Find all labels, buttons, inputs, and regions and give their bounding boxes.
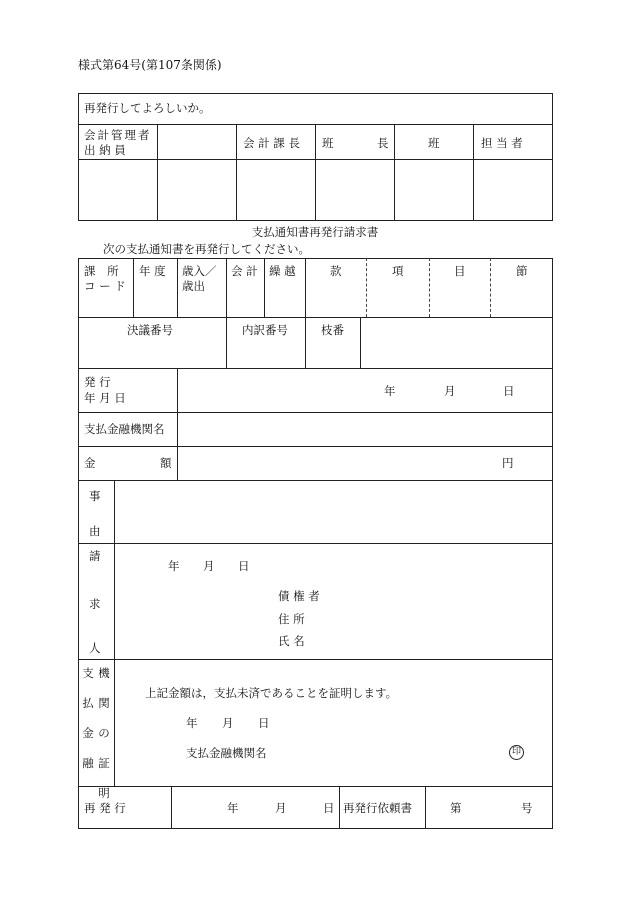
reissue-month-unit: 月 — [275, 801, 287, 815]
breakdown-number-label: 内訳番号 — [242, 323, 288, 337]
resolution-number-label: 決議番号 — [127, 323, 173, 337]
setsu-label: 節 — [516, 264, 528, 278]
approval-stamp-section-chief[interactable] — [237, 160, 314, 220]
moku-label: 目 — [454, 264, 466, 278]
section-chief-label: 会 計 課 長 — [243, 136, 300, 150]
approval-stamp-group[interactable] — [395, 160, 472, 220]
group-label: 班 — [428, 136, 440, 150]
issue-date-label: 発 行 — [84, 375, 111, 389]
name-label: 氏 名 — [278, 634, 305, 648]
issue-day-unit: 日 — [503, 384, 515, 398]
form-title: 支払通知書再発行請求書 — [251, 225, 379, 239]
bank-label: 支払金融機関名 — [84, 422, 165, 436]
office-code-label: 課 所 — [84, 264, 123, 278]
staff-label: 担 当 者 — [481, 136, 523, 150]
certification-label-col1: 支 払 金 融 — [82, 666, 94, 770]
approval-question: 再発行してよろしいか。 — [84, 101, 211, 115]
claim-day-unit: 日 — [238, 559, 250, 573]
amount-unit: 円 — [502, 456, 514, 470]
amount-label-left: 金 — [84, 456, 96, 470]
reason-label-2: 由 — [89, 524, 101, 538]
claimant-label-2: 求 — [89, 597, 101, 611]
issue-year-unit: 年 — [384, 384, 396, 398]
reissue-year-unit: 年 — [227, 801, 239, 815]
reissue-label: 再 発 行 — [84, 801, 126, 815]
claimant-label-3: 人 — [89, 641, 101, 655]
group-chief-label-right: 長 — [377, 136, 389, 150]
reissue-request-label: 再発行依頼書 — [343, 801, 412, 815]
kou-label: 項 — [392, 264, 404, 278]
cert-bank-name-label: 支払金融機関名 — [186, 746, 267, 760]
reissue-day-unit: 日 — [323, 801, 335, 815]
reason-field[interactable] — [115, 481, 552, 542]
creditor-label: 債 権 者 — [278, 589, 320, 603]
carryover-label: 繰 越 — [269, 264, 296, 278]
seal-icon: 印 — [509, 745, 524, 760]
office-code-label-2: コ ー ド — [84, 279, 126, 293]
cashier-label: 出 納 員 — [84, 143, 126, 157]
amount-label-right: 額 — [160, 456, 172, 470]
issue-month-unit: 月 — [444, 384, 456, 398]
revenue-expense-label: 歳入／ — [182, 264, 217, 278]
claim-month-unit: 月 — [203, 559, 215, 573]
certification-label-col2: 機 関 の 証 明 — [98, 666, 110, 800]
group-chief-label-left: 班 — [322, 136, 334, 150]
kan-label: 款 — [330, 264, 342, 278]
branch-number-label: 枝番 — [321, 323, 344, 337]
address-label: 住 所 — [278, 612, 305, 626]
bank-field[interactable] — [178, 413, 552, 445]
approval-stamp-accountant[interactable] — [79, 160, 156, 220]
form-number: 様式第64号(第107条関係) — [78, 58, 222, 72]
cert-year-unit: 年 — [186, 716, 198, 730]
approval-stamp-group-chief[interactable] — [316, 160, 393, 220]
issue-date-label-2: 年 月 日 — [84, 391, 126, 405]
intro-text: 次の支払通知書を再発行してください。 — [103, 242, 310, 256]
cert-month-unit: 月 — [222, 716, 234, 730]
accountant-label: 会計管理者 — [84, 128, 152, 142]
account-label: 会 計 — [231, 264, 258, 278]
approval-stamp-staff[interactable] — [474, 160, 552, 220]
reissue-no-suffix: 号 — [521, 801, 533, 815]
claim-year-unit: 年 — [168, 559, 180, 573]
reason-label-1: 事 — [89, 489, 101, 503]
fiscal-year-label: 年 度 — [139, 264, 166, 278]
certification-statement: 上記金額は，支払未済であることを証明します。 — [145, 686, 398, 700]
reissue-no-prefix: 第 — [450, 801, 462, 815]
revenue-expense-label-2: 歳出 — [182, 279, 205, 293]
claimant-label-1: 請 — [89, 549, 101, 563]
amount-field[interactable] — [178, 447, 493, 479]
cert-day-unit: 日 — [258, 716, 270, 730]
